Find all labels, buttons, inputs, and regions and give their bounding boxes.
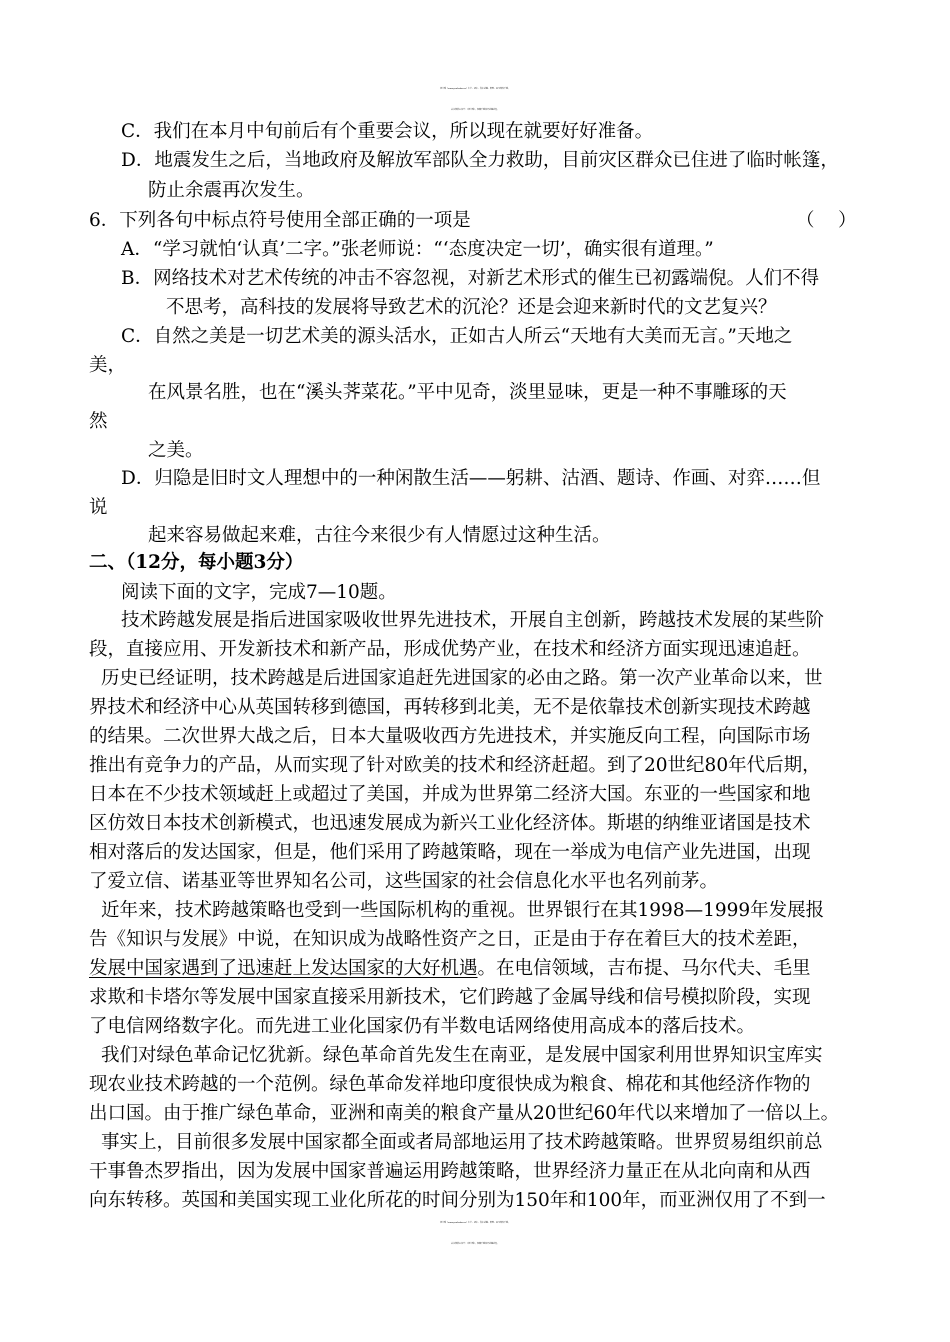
paragraph-2-line-8: 了爱立信、诺基亚等世界知名公司，这些国家的社会信息化水平也名列前茅。 bbox=[89, 871, 719, 892]
paragraph-3-line-2: 告《知识与发展》中说，在知识成为战略性资产之日，正是由于存在着巨大的技术差距， bbox=[89, 929, 811, 950]
q5-option-c: C．我们在本月中旬前后有个重要会议，所以现在就要好好准备。 bbox=[121, 121, 654, 142]
paragraph-2-line-1: 历史已经证明，技术跨越是后进国家追赶先进国家的必由之路。第一次产业革命以来，世 bbox=[101, 668, 823, 689]
paragraph-3-line-5: 了电信网络数字化。而先进工业化国家仍有半数电话网络使用高成本的落后技术。 bbox=[89, 1016, 756, 1037]
paragraph-2-line-2: 界技术和经济中心从英国转移到德国，再转移到北美，无不是依靠技术创新实现技术跨越 bbox=[89, 697, 811, 718]
paragraph-2-line-6: 区仿效日本技术创新模式，也迅速发展成为新兴工业化经济体。斯堪的纳维亚诸国是技术 bbox=[89, 813, 811, 834]
underlined-sentence: 发展中国家遇到了迅速赶上发达国家的大好机遇 bbox=[89, 958, 478, 979]
q6-option-d-line-3: 起来容易做起来难，古往今来很少有人情愿过这种生活。 bbox=[148, 525, 611, 546]
q6-option-c-line-5: 之美。 bbox=[148, 440, 204, 461]
paragraph-2-line-3: 的结果。二次世界大战之后，日本大量吸收西方先进技术，并实施反向工程，向国际市场 bbox=[89, 726, 811, 747]
q6-option-d-line-1: D．归隐是旧时文人理想中的一种闲散生活——躬耕、沽酒、题诗、作画、对弈……但 bbox=[121, 468, 821, 489]
paragraph-5-line-3: 向东转移。英国和美国实现工业化所花的时间分别为150年和100年，而亚洲仅用了不到一 bbox=[89, 1190, 826, 1211]
q5-option-d-line-1: D．地震发生之后，当地政府及解放军部队全力救助，目前灾区群众已住进了临时帐篷， bbox=[121, 150, 839, 171]
paragraph-2-line-5: 日本在不少技术领域赶上或超过了美国，并成为世界第二经济大国。东亚的一些国家和地 bbox=[89, 784, 811, 805]
footer-line-2: 关注微信公众号：（优分库），免费下载各类试题试卷。 bbox=[450, 1243, 499, 1245]
paragraph-4-line-3: 出口国。由于推广绿色革命，亚洲和南美的粮食产量从20世纪60年代以来增加了一倍以上。 bbox=[89, 1103, 840, 1124]
q6-option-c-line-1: C．自然之美是一切艺术美的源头活水，正如古人所云“天地有大美而无言。”天地之 bbox=[121, 326, 793, 347]
paragraph-3-line-1: 近年来，技术跨越策略也受到一些国际机构的重视。世界银行在其1998—1999年发展报 bbox=[101, 900, 825, 921]
header-line-2: 关注微信公众号：（优分库），免费下载各类试题试卷。 bbox=[450, 109, 499, 111]
paragraph-3-line-4: 求欺和卡塔尔等发展中国家直接采用新技术，它们跨越了金属导线和信号模拟阶段，实现 bbox=[89, 987, 811, 1008]
q6-option-d-line-2: 说 bbox=[89, 497, 108, 518]
paragraph-1-line-2: 段，直接应用、开发新技术和新产品，形成优势产业，在技术和经济方面实现迅速追赶。 bbox=[89, 639, 811, 660]
paragraph-3-line-3 bbox=[89, 956, 811, 982]
reading-instruction: 阅读下面的文字，完成7—10题。 bbox=[121, 582, 397, 603]
paragraph-5-line-1: 事实上，目前很多发展中国家都全面或者局部地运用了技术跨越策略。世界贸易组织前总 bbox=[101, 1132, 823, 1153]
section-2-heading: 二、（12分，每小题3分） bbox=[89, 552, 304, 573]
paragraph-2-line-4: 推出有竞争力的产品，从而实现了针对欧美的技术和经济赶超。到了20世纪80年代后期， bbox=[89, 755, 821, 776]
footer-line-1: 优分库（www.youfenku.cn）小学、初中、高中试题、案例、PPT课件下载。 bbox=[440, 1222, 510, 1224]
q6-option-c-line-3: 在风景名胜，也在“溪头荠菜花。”平中见奇，淡里显味，更是一种不事雕琢的天 bbox=[148, 382, 787, 403]
answer-bracket: （ ） bbox=[796, 210, 857, 231]
header-line-1: 优分库（www.youfenku.cn）小学、初中、高中试题、案例、PPT课件下载。 bbox=[440, 88, 510, 90]
q6-option-c-line-2: 美， bbox=[89, 355, 127, 376]
q6-option-c-line-4: 然 bbox=[89, 411, 108, 432]
paragraph-4-line-2: 现农业技术跨越的一个范例。绿色革命发祥地印度很快成为粮食、棉花和其他经济作物的 bbox=[89, 1074, 811, 1095]
paragraph-4-line-1: 我们对绿色革命记忆犹新。绿色革命首先发生在南亚，是发展中国家利用世界知识宝库实 bbox=[101, 1045, 823, 1066]
paragraph-3-line-3-rest: 。在电信领域，吉布提、马尔代夫、毛里 bbox=[477, 958, 811, 979]
paragraph-5-line-2: 干事鲁杰罗指出，因为发展中国家普遍运用跨越策略，世界经济力量正在从北向南和从西 bbox=[89, 1161, 811, 1182]
q6-stem: 6．下列各句中标点符号使用全部正确的一项是 bbox=[89, 210, 471, 231]
paragraph-1-line-1: 技术跨越发展是指后进国家吸收世界先进技术，开展自主创新，跨越技术发展的某些阶 bbox=[121, 610, 825, 631]
q6-option-b-line-2: 不思考，高科技的发展将导致艺术的沉沦？还是会迎来新时代的文艺复兴？ bbox=[166, 297, 777, 318]
q5-option-d-line-2: 防止余震再次发生。 bbox=[148, 180, 315, 201]
paragraph-2-line-7: 相对落后的发达国家，但是，他们采用了跨越策略，现在一举成为电信产业先进国，出现 bbox=[89, 842, 811, 863]
q6-option-a: A．“学习就怕‘认真’二字。”张老师说：“‘态度决定一切’，确实很有道理。” bbox=[121, 239, 714, 260]
q6-option-b-line-1: B．网络技术对艺术传统的冲击不容忽视，对新艺术形式的催生已初露端倪。人们不得 bbox=[121, 268, 820, 289]
